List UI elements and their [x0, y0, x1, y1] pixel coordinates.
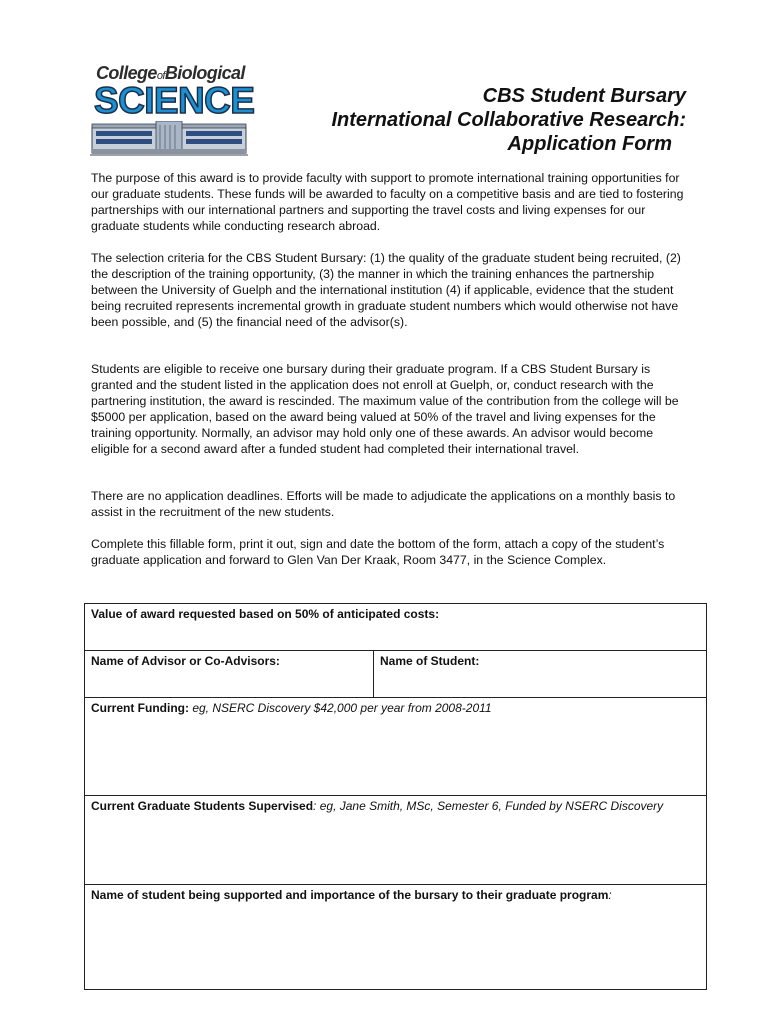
deadlines-paragraph: There are no application deadlines. Efforts will be made to adjudicate the applications on a monthly basis to assist in the recruitment of the new students.	[91, 489, 676, 519]
title-line-3: Application Form	[507, 133, 672, 155]
funding-example: eg, NSERC Discovery $42,000 per year from 2008-2011	[188, 701, 492, 715]
college-logo	[90, 63, 255, 157]
importance-label: Name of student being supported and importance of the bursary to their graduate program	[91, 888, 609, 902]
students-supervised-field[interactable]	[85, 796, 706, 884]
instructions-paragraph: Complete this fillable form, print it out, sign and date the bottom of the form, attach a copy of the student’s graduate application and forward to Glen Van Der Kraak, Room 3477, in the Science Complex.	[91, 537, 665, 567]
award-value-label: Value of award requested based on 50% of anticipated costs:	[91, 607, 440, 621]
advisor-label: Name of Advisor or Co-Advisors:	[91, 654, 280, 668]
importance-suffix: :	[608, 888, 612, 902]
logo-science-text: SCIENCE	[94, 80, 255, 121]
page-title	[300, 84, 686, 156]
supervised-example: : eg, Jane Smith, MSc, Semester 6, Funded by NSERC Discovery	[313, 799, 664, 813]
bursary-importance-field[interactable]	[85, 885, 706, 989]
advisor-name-field[interactable]	[85, 651, 373, 697]
title-line-1: CBS Student Bursary	[482, 85, 686, 107]
eligibility-paragraph: Students are eligible to receive one bursary during their graduate program. If a CBS Student Bursary is granted and the student listed in the application does not enroll at Guelph, or, conduct research with the partnering institution, the award is rescinded. The maximum value of the contribution from the college will be $5000 per application, based on the award being valued at 50% of the travel and living expenses for the training opportunity. Normally, an advisor may hold only one of these awards. An advisor would become eligible for a second award after a funded student had completed their international travel.	[91, 362, 679, 456]
student-name-field[interactable]	[374, 651, 706, 697]
selection-criteria-paragraph: The selection criteria for the CBS Student Bursary: (1) the quality of the graduate student being recruited, (2) the description of the training opportunity, (3) the manner in which the training enhances the partnership between the University of Guelph and the international institution (4) if applicable, evidence that the student being recruited represents incremental growth in graduate student numbers which would otherwise not have been possible, and (5) the financial need of the advisor(s).	[91, 251, 681, 329]
building-icon	[90, 121, 248, 157]
application-form-table	[84, 603, 707, 990]
current-funding-field[interactable]	[85, 698, 706, 795]
funding-label: Current Funding:	[91, 701, 189, 715]
supervised-label: Current Graduate Students Supervised	[91, 799, 314, 813]
purpose-paragraph: The purpose of this award is to provide faculty with support to promote international training opportunities for our graduate students. These funds will be awarded to faculty on a competitive basis and are tied to fostering partnerships with our international partners and supporting the travel costs and living expenses for our graduate students while conducting research abroad.	[91, 171, 684, 233]
award-value-field[interactable]	[85, 604, 706, 650]
logo-college-text: CollegeofBiological	[96, 63, 245, 83]
student-label: Name of Student:	[380, 654, 480, 668]
title-line-2: International Collaborative Research:	[331, 109, 686, 131]
